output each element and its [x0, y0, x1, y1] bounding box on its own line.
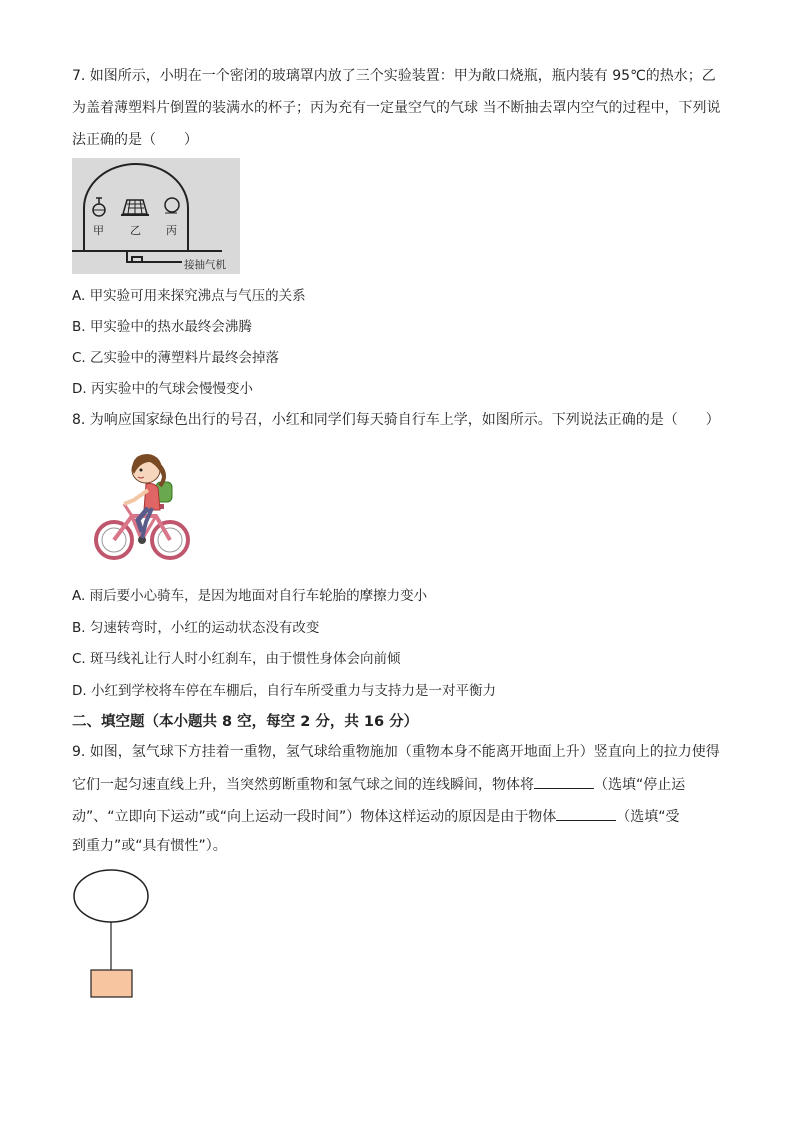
q8-option-c: C. 斑马线礼让行人时小红刹车，由于惯性身体会向前倾 [72, 651, 401, 667]
q8-figure-girl-on-bicycle [94, 448, 190, 564]
q7-option-b: B. 甲实验中的热水最终会沸腾 [72, 319, 252, 335]
section-2-title: 二、填空题（本小题共 8 空，每空 2 分，共 16 分） [72, 714, 419, 730]
q8-line-1: 8. 为响应国家绿色出行的号召，小红和同学们每天骑自行车上学，如图所示。下列说法正确的是（ ） [72, 412, 720, 428]
q9-line-3-choice: （选填“受 [616, 809, 680, 825]
q9-figure-balloon-weight [70, 868, 154, 1000]
q9-line-3 [72, 806, 680, 827]
q7-line-1: 7. 如图所示，小明在一个密闭的玻璃罩内放了三个实验装置：甲为敞口烧瓶，瓶内装有 95℃的热水；乙 [72, 68, 716, 84]
q7-figure-bell-jar [72, 158, 240, 274]
balloon-shape [74, 870, 148, 922]
label-bing: 丙 [166, 224, 177, 237]
weight-block [91, 970, 132, 997]
label-pump: 接抽气机 [184, 259, 226, 271]
label-yi: 乙 [130, 224, 141, 237]
q7-option-c: C. 乙实验中的薄塑料片最终会掉落 [72, 350, 280, 366]
q7-line-3: 法正确的是（ ） [72, 132, 198, 148]
q9-line-4: 到重力”或“具有惯性”）。 [72, 838, 227, 854]
q9-line-2 [72, 774, 685, 795]
q9-line-1: 9. 如图，氢气球下方挂着一重物，氢气球给重物施加（重物本身不能离开地面上升）竖直向上的拉力使得 [72, 744, 720, 760]
q7-line-2: 为盖着薄塑料片倒置的装满水的杯子；丙为充有一定量空气的气球 当不断抽去罩内空气的过程中，下列说 [72, 100, 721, 116]
q7-option-d: D. 丙实验中的气球会慢慢变小 [72, 381, 253, 397]
q9-line-2-choice: （选填“停止运 [594, 777, 686, 793]
q8-option-d: D. 小红到学校将车停在车棚后，自行车所受重力与支持力是一对平衡力 [72, 683, 496, 699]
label-jia: 甲 [93, 224, 104, 237]
q8-option-a: A. 雨后要小心骑车，是因为地面对自行车轮胎的摩擦力变小 [72, 588, 428, 604]
q9-blank-1[interactable] [534, 774, 594, 789]
q8-option-b: B. 匀速转弯时，小红的运动状态没有改变 [72, 620, 320, 636]
q7-option-a: A. 甲实验可用来探究沸点与气压的关系 [72, 288, 306, 304]
q9-blank-2[interactable] [556, 806, 616, 821]
q9-line-2-text: 它们一起匀速直线上升，当突然剪断重物和氢气球之间的连线瞬间，物体将 [72, 777, 534, 793]
q9-line-3-text: 动”、“立即向下运动”或“向上运动一段时间”）物体这样运动的原因是由于物体 [72, 809, 557, 825]
